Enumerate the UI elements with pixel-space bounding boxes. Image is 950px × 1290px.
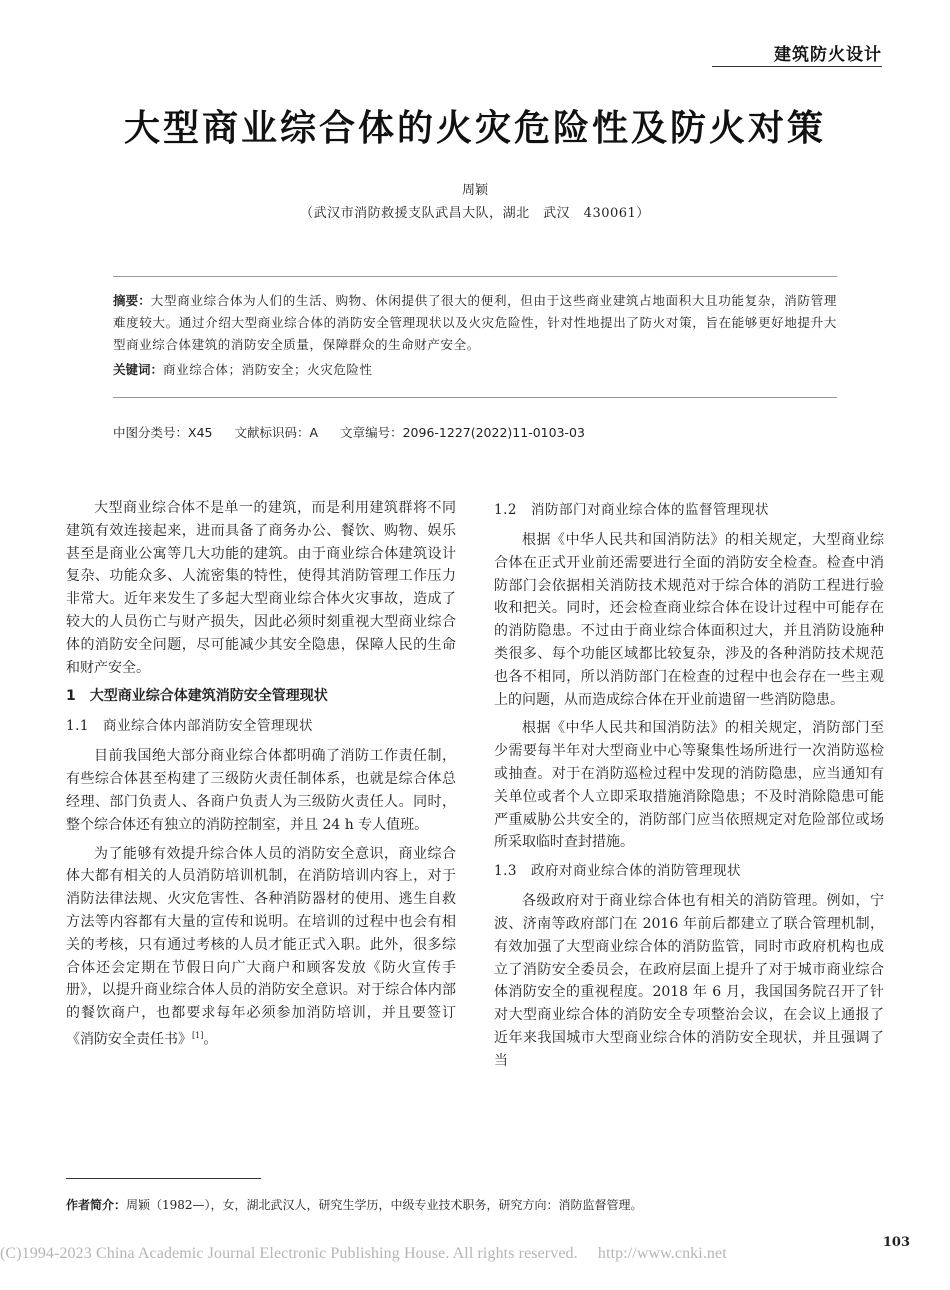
paragraph-1-2-b: 根据《中华人民共和国消防法》的相关规定，消防部门至少需要每半年对大型商业中心等聚集性场所进行一次消防巡检或抽查。对于在消防巡检过程中发现的消防隐患，应当通知有关单位或者个人立即采取措施消除隐患；不及时消除隐患可能严重威胁公共安全的，消防部门应当依照规定对危险部位或场所采取临时查封措施。 — [494, 720, 884, 851]
paragraph-1-1-a: 目前我国绝大部分商业综合体都明确了消防工作责任制，有些综合体甚至构建了三级防火责任制体系，也就是综合体总经理、部门负责人、各商户负责人为三级防火责任人。同时，整个综合体还有独立的消防控制室，并且 24 h 专人值班。 — [66, 748, 456, 833]
journal-section-label: 建筑防火设计 — [774, 45, 882, 65]
abstract-top-rule — [113, 276, 837, 277]
section-heading-1: 1 大型商业综合体建筑消防安全管理现状 — [66, 688, 328, 705]
subsection-heading-1-3: 1.3 政府对商业综合体的消防管理现状 — [494, 863, 741, 880]
keywords-label: 关键词： — [113, 362, 164, 377]
citation-1: [1] — [192, 1030, 204, 1040]
doc-code-label: 文献标识码： — [234, 425, 310, 440]
subsection-heading-1-1: 1.1 商业综合体内部消防安全管理现状 — [66, 718, 313, 735]
doc-code: A — [309, 425, 319, 440]
body-column-right — [494, 497, 884, 1079]
paragraph-1-1-b — [66, 843, 456, 1052]
article-number-label: 文章编号： — [340, 425, 403, 440]
article-number: 2096-1227(2022)11-0103-03 — [402, 425, 585, 440]
header-rule — [712, 66, 882, 67]
keywords-text: 商业综合体；消防安全；火灾危险性 — [163, 362, 373, 377]
paragraph-1-3-a: 各级政府对于商业综合体也有相关的消防管理。例如，宁波、济南等政府部门在 2016 年前后都建立了联合管理机制，有效加强了大型商业综合体的消防监管，同时市政府机构也成立了消防安全委员会，在政府层面上提升了对于城市商业综合体消防安全的重视程度。2018 年 6 月，我国国务院召开了针对大型商业综合体的消防安全专项整治会议，在会议上通报了近年来我国城市大型商业综合体的消防安全现状，并且强调了当 — [494, 893, 884, 1069]
subsection-heading-1-2: 1.2 消防部门对商业综合体的监督管理现状 — [494, 502, 769, 518]
page-number: 103 — [882, 1235, 910, 1250]
abstract-text: 大型商业综合体为人们的生活、购物、休闲提供了很大的便利，但由于这些商业建筑占地面积大且功能复杂，消防管理难度较大。通过介绍大型商业综合体的消防安全管理现状以及火灾危险性，针对性地提出了防火对策，旨在能够更好地提升大型商业综合体建筑的消防安全质量，保障群众的生命财产安全。 — [113, 293, 837, 352]
paragraph-1-1-b-text: 为了能够有效提升综合体人员的消防安全意识，商业综合体大都有相关的人员消防培训机制，在消防培训内容上，对于消防法律法规、火灾危害性、各种消防器材的使用、逃生自救方法等内容都有大量的宣传和说明。在培训的过程中也会有相关的考核，只有通过考核的人员才能正式入职。此外，很多综合体还会定期在节假日向广大商户和顾客发放《防火宣传手册》，以提升商业综合体人员的消防安全意识。对于综合体内部的餐饮商户，也都要求每年必须参加消防培训，并且要签订《消防安全责任书》 — [66, 845, 456, 1048]
author-footnote — [66, 1196, 643, 1213]
abstract-label: 摘要： — [113, 293, 151, 308]
paragraph-1-2-a: 根据《中华人民共和国消防法》的相关规定，大型商业综合体在正式开业前还需要进行全面的消防安全检查。检查中消防部门会依据相关消防技术规范对于综合体的消防工程进行验收和把关。同时，还会检查商业综合体在设计过程中可能存在的消防隐患。不过由于商业综合体面积过大，并且消防设施种类很多、每个功能区域都比较复杂，涉及的各种消防技术规范也各不相同，所以消防部门在检查的过程中也会存在一些主观上的问题，从而造成综合体在开业前遗留一些消防隐患。 — [494, 532, 884, 708]
paragraph-1-1-b-end: 。 — [203, 1031, 218, 1048]
footnote-rule — [66, 1178, 261, 1179]
author-name: 周颖 — [461, 183, 488, 198]
keywords — [113, 359, 837, 381]
clc-label: 中图分类号： — [113, 425, 189, 440]
clc-code: X45 — [188, 425, 213, 440]
body-column-left — [66, 497, 456, 1057]
abstract — [113, 290, 837, 356]
footnote-label: 作者简介： — [66, 1198, 127, 1212]
classification-line — [113, 423, 585, 441]
copyright-watermark: (C)1994-2023 China Academic Journal Electronic Publishing House. All rights reserved. http://www.cnki.net — [0, 1245, 727, 1262]
footnote-text: 周颖（1982—），女，湖北武汉人，研究生学历，中级专业技术职务，研究方向：消防监督管理。 — [126, 1198, 643, 1212]
author-affiliation: （武汉市消防救援支队武昌大队，湖北 武汉 430061） — [300, 206, 650, 221]
abstract-bottom-rule — [113, 397, 837, 398]
intro-paragraph: 大型商业综合体不是单一的建筑，而是利用建筑群将不同建筑有效连接起来，进而具备了商务办公、餐饮、购物、娱乐甚至是商业公寓等几大功能的建筑。由于商业综合体建筑设计复杂、功能众多、人流密集的特性，使得其消防管理工作压力非常大。近年来发生了多起大型商业综合体火灾事故，造成了较大的人员伤亡与财产损失，因此必须时刻重视大型商业综合体的消防安全问题，尽可能减少其安全隐患，保障人民的生命和财产安全。 — [66, 500, 456, 676]
paper-title: 大型商业综合体的火灾危险性及防火对策 — [123, 108, 826, 149]
